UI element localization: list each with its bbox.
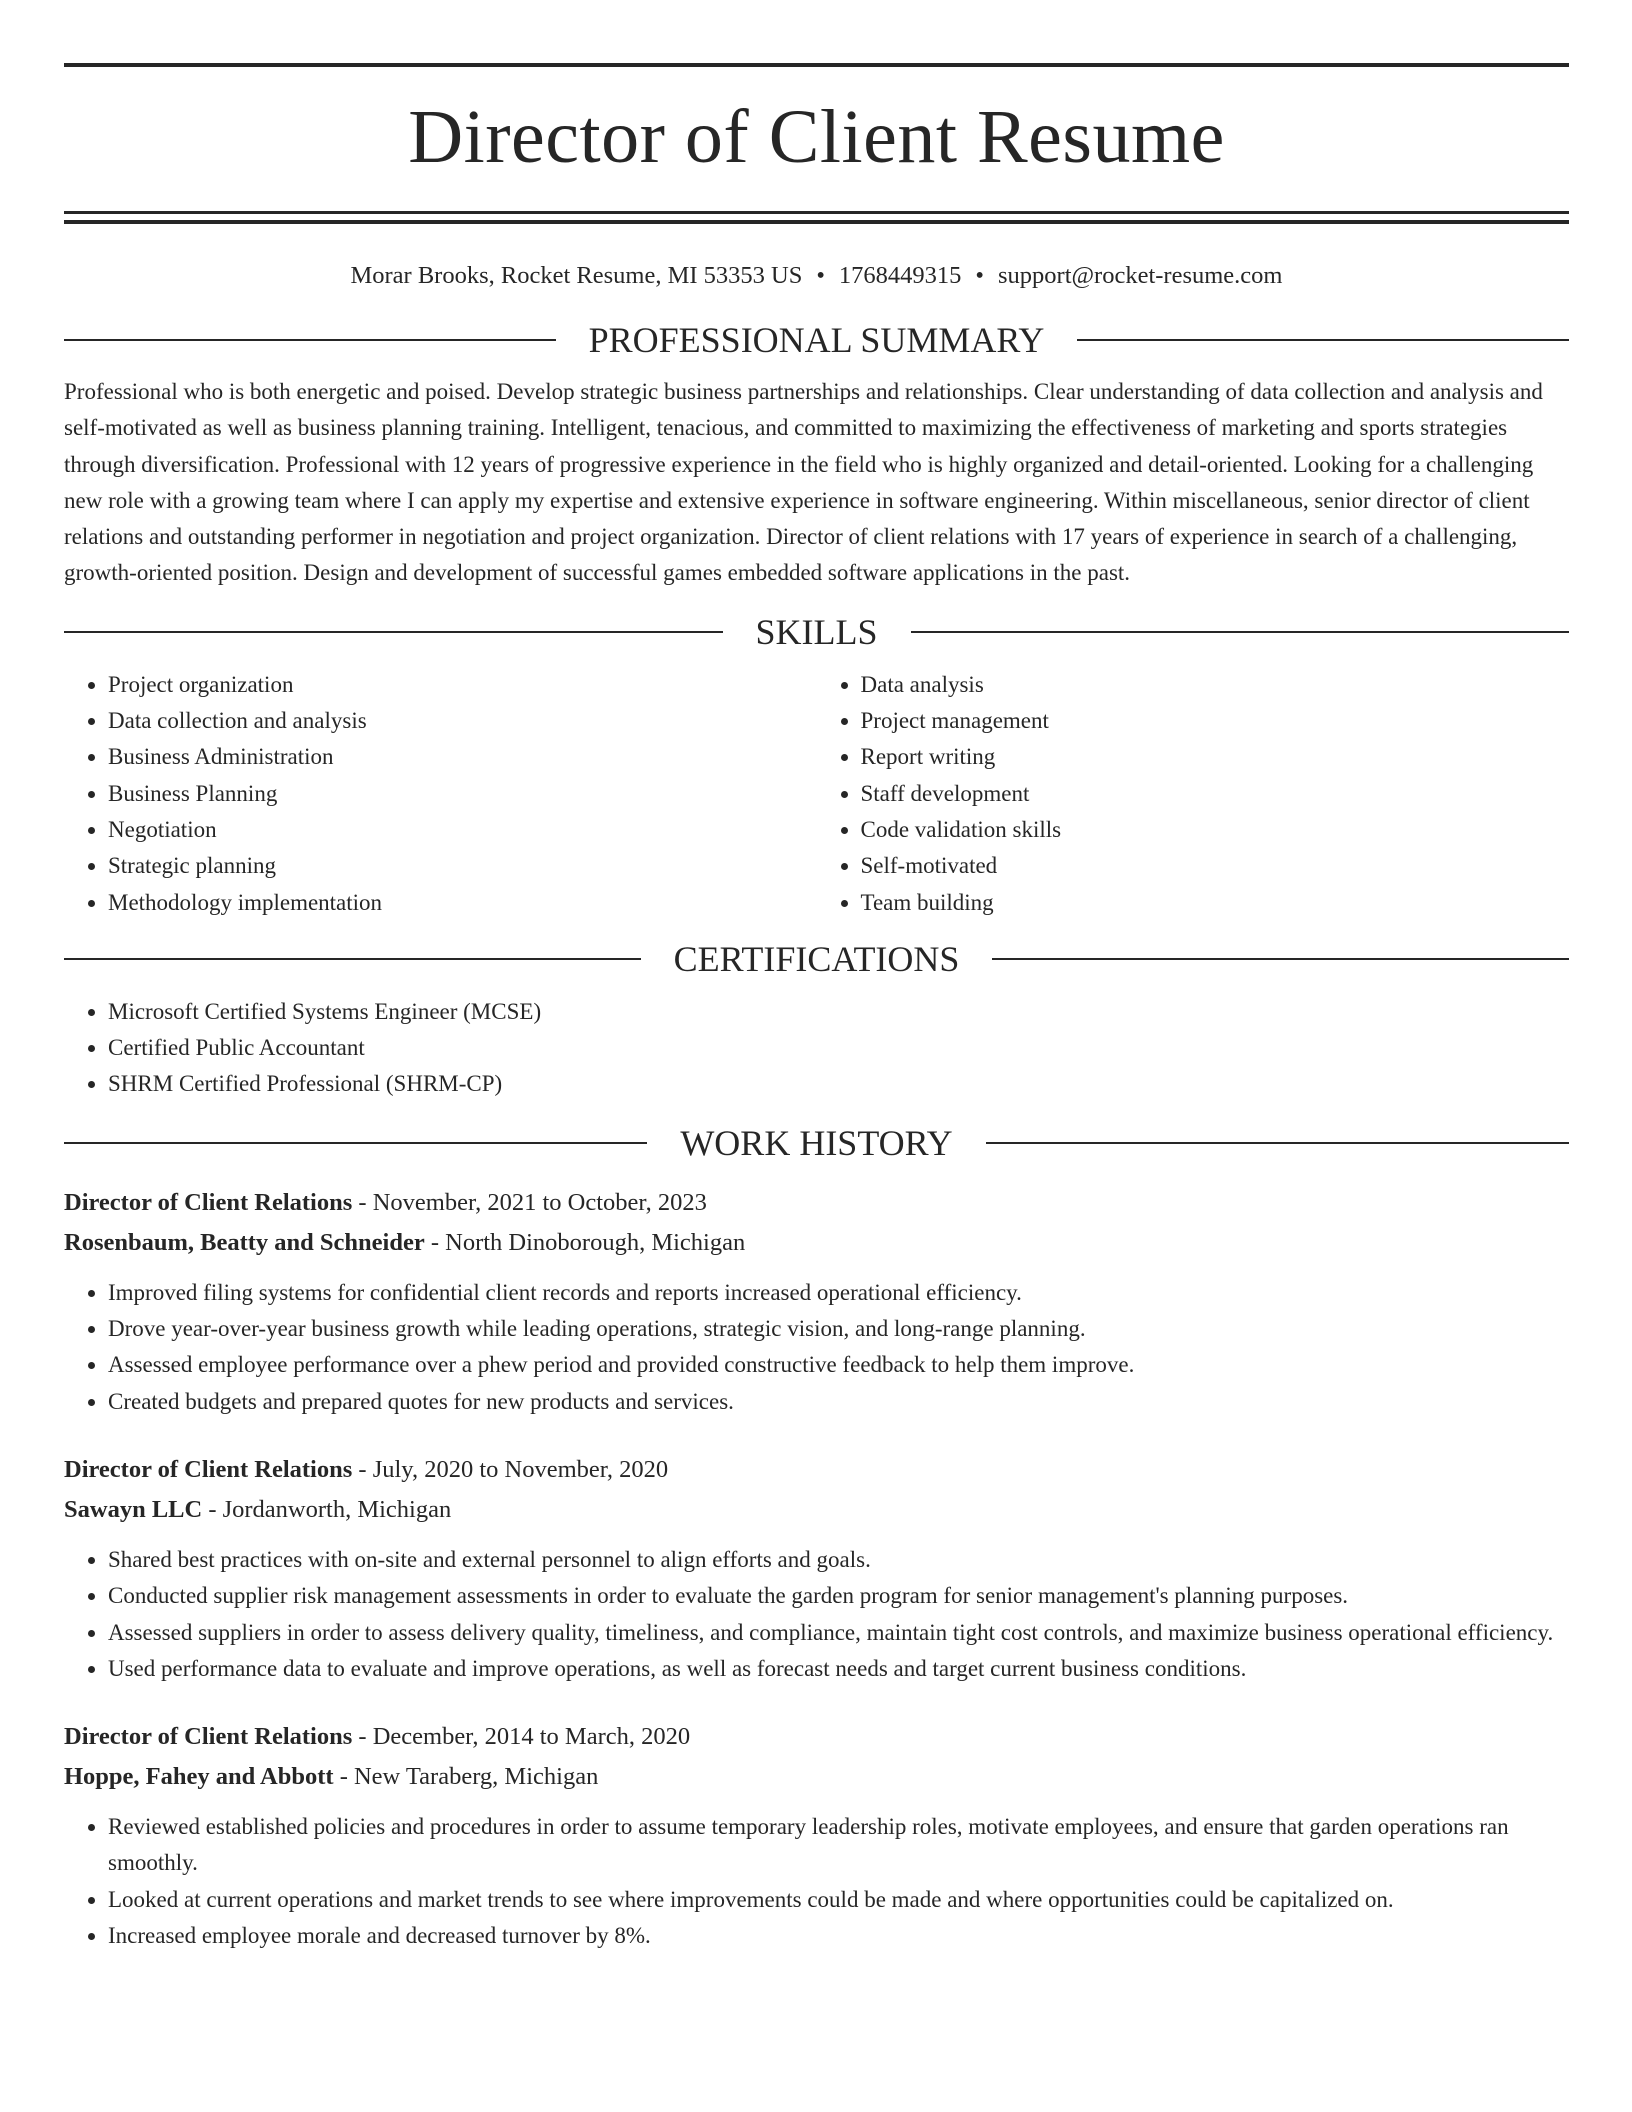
job-title-line xyxy=(64,1450,1569,1490)
job-dates: - December, 2014 to March, 2020 xyxy=(352,1723,691,1751)
job-bullet: • Assessed employee performance over a phew period and provided constructive feedback to help them improve. xyxy=(108,1347,1569,1383)
skill-item: • Report writing xyxy=(861,739,1570,775)
skills-list xyxy=(64,667,1569,921)
skill-item: • Data collection and analysis xyxy=(108,703,817,739)
job-company-line xyxy=(64,1757,1569,1797)
resume-title: Director of Client Resume xyxy=(408,95,1225,179)
contact-email: support@rocket-resume.com xyxy=(998,262,1283,289)
work-history-heading-label: WORK HISTORY xyxy=(680,1122,953,1163)
skill-item: • Project organization xyxy=(108,667,817,703)
job-title-line xyxy=(64,1183,1569,1223)
contact-phone: 1768449315 xyxy=(838,262,962,289)
job-location: - New Taraberg, Michigan xyxy=(333,1763,599,1791)
skill-item: • Project management xyxy=(861,703,1570,739)
certifications-list xyxy=(64,994,1569,1103)
job-location: - Jordanworth, Michigan xyxy=(202,1495,452,1523)
skill-item: • Self-motivated xyxy=(861,848,1570,884)
job-entry xyxy=(64,1717,1569,1954)
job-bullets xyxy=(64,1542,1569,1687)
skill-item: • Business Planning xyxy=(108,776,817,812)
skill-item: • Data analysis xyxy=(861,667,1570,703)
certification-item: • SHRM Certified Professional (SHRM-CP) xyxy=(108,1066,1569,1102)
job-bullet: • Used performance data to evaluate and improve operations, as well as forecast needs and target current business conditions. xyxy=(108,1651,1569,1687)
job-bullet: • Created budgets and prepared quotes for new products and services. xyxy=(108,1384,1569,1420)
contact-line xyxy=(64,260,1569,292)
job-location: - North Dinoborough, Michigan xyxy=(424,1228,746,1256)
job-entry xyxy=(64,1183,1569,1420)
job-company-line xyxy=(64,1490,1569,1530)
job-bullet: • Reviewed established policies and procedures in order to assume temporary leadership roles, motivate employees, and ensure that garden operations ran smoothly. xyxy=(108,1809,1569,1882)
job-title: Director of Client Relations xyxy=(64,1188,353,1216)
skill-item: • Team building xyxy=(861,885,1570,921)
skill-item: • Business Administration xyxy=(108,739,817,775)
job-entry xyxy=(64,1450,1569,1687)
summary-heading-label: PROFESSIONAL SUMMARY xyxy=(588,320,1045,360)
job-bullets xyxy=(64,1275,1569,1420)
contact-address: Morar Brooks, Rocket Resume, MI 53353 US xyxy=(350,262,803,289)
job-company: Sawayn LLC xyxy=(64,1495,203,1523)
summary-text: Professional who is both energetic and poised. Develop strategic business partnerships and relationships. Clear understanding of data collection and analysis and self-motivated as well as business planning training. Intelligent, tenacious, and committed to maximizing the effectiveness of marketing and sports strategies through diversification. Professional with 12 years of progressive experience in the field who is highly organized and detail-oriented. Looking for a challenging new role with a growing team where I can apply my expertise and extensive experience in software engineering. Within miscellaneous, senior director of client relations and outstanding performer in negotiation and project organization. Director of client relations with 17 years of experience in search of a challenging, growth-oriented position. Design and development of successful games embedded software applications in the past. xyxy=(64,379,1543,586)
skill-item: • Staff development xyxy=(861,776,1570,812)
skills-heading xyxy=(64,610,1569,654)
job-bullet: • Drove year-over-year business growth while leading operations, strategic vision, and long-range planning. xyxy=(108,1311,1569,1347)
job-title-line xyxy=(64,1717,1569,1757)
skill-item: • Methodology implementation xyxy=(108,885,817,921)
job-bullet: • Conducted supplier risk management assessments in order to evaluate the garden program for senior management's planning purposes. xyxy=(108,1578,1569,1614)
contact-separator: • xyxy=(816,262,825,289)
top-rule xyxy=(64,63,1569,67)
job-bullets xyxy=(64,1809,1569,1954)
job-title: Director of Client Relations xyxy=(64,1723,353,1751)
contact-separator: • xyxy=(975,262,984,289)
job-dates: - July, 2020 to November, 2020 xyxy=(352,1455,669,1483)
job-company: Hoppe, Fahey and Abbott xyxy=(64,1763,334,1791)
job-bullet: • Increased employee morale and decreased turnover by 8%. xyxy=(108,1918,1569,1954)
skills-column-left xyxy=(64,667,817,921)
job-bullet: • Improved filing systems for confidential client records and reports increased operational efficiency. xyxy=(108,1275,1569,1311)
skill-item: • Strategic planning xyxy=(108,848,817,884)
job-bullet: • Looked at current operations and market trends to see where improvements could be made and where opportunities could be capitalized on. xyxy=(108,1882,1569,1918)
skill-item: • Code validation skills xyxy=(861,812,1570,848)
title-double-rule xyxy=(64,211,1569,224)
job-title: Director of Client Relations xyxy=(64,1455,353,1483)
certification-item: • Certified Public Accountant xyxy=(108,1030,1569,1066)
job-dates: - November, 2021 to October, 2023 xyxy=(352,1188,707,1216)
certifications-heading-label: CERTIFICATIONS xyxy=(673,938,960,979)
skills-column-right xyxy=(817,667,1570,921)
job-bullet: • Assessed suppliers in order to assess delivery quality, timeliness, and compliance, maintain tight cost controls, and maximize business operational efficiency. xyxy=(108,1615,1569,1651)
certifications-heading xyxy=(64,937,1569,981)
skills-heading-label: SKILLS xyxy=(755,611,878,652)
resume-page xyxy=(64,0,1569,1954)
summary-heading xyxy=(64,318,1569,362)
job-company: Rosenbaum, Beatty and Schneider xyxy=(64,1228,425,1256)
skill-item: • Negotiation xyxy=(108,812,817,848)
work-history-heading xyxy=(64,1121,1569,1165)
certification-item: • Microsoft Certified Systems Engineer (MCSE) xyxy=(108,994,1569,1030)
job-bullet: • Shared best practices with on-site and external personnel to align efforts and goals. xyxy=(108,1542,1569,1578)
job-company-line xyxy=(64,1223,1569,1263)
